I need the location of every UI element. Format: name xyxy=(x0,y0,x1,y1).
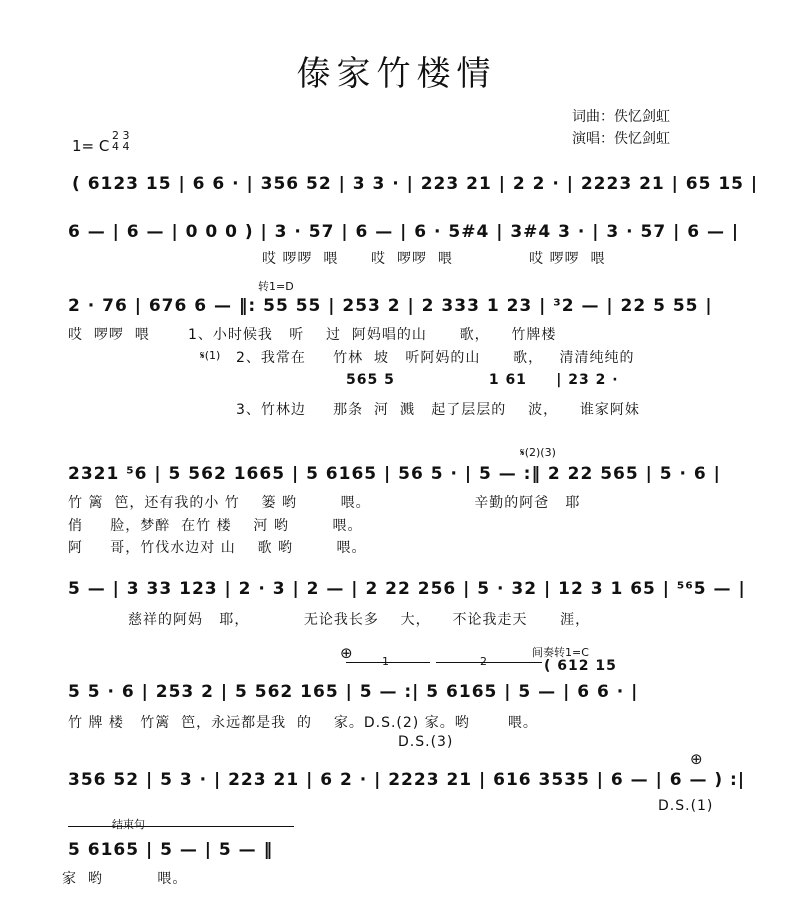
row6-lyric1: 竹 牌 楼 竹篱 笆，永远都是我 的 家。D.S.(2) 家。哟 喂。 xyxy=(68,715,538,731)
row4-lyric3: 阿 哥，竹伐水边对 山 歌 哟 喂。 xyxy=(68,540,367,556)
time-sig-a-num: 2 xyxy=(112,129,119,142)
volta-1-label: 1 xyxy=(382,655,389,668)
composer-credit: 词曲：佚忆剑虹 xyxy=(572,109,670,125)
row6-paren-notes: ( 612 15 xyxy=(544,658,617,674)
coda-sign-row7: ⊕ xyxy=(690,750,703,768)
interlude-label: 间奏转1=C xyxy=(532,646,589,659)
row3-lyric1: 哎 啰啰 喂 1、小时候我 听 过 阿妈唱的山 歌， 竹牌楼 xyxy=(68,327,557,343)
row5-notes: 5 — | 3 33 123 | 2 · 3 | 2 — | 2 22 256 | 5 · 32 | 12 3 1 65 | ⁵⁶5 — | xyxy=(68,579,746,599)
row2-notes: 6 — | 6 — | 0 0 0 ) | 3 · 57 | 6 — | 6 · 5#4 | 3#4 3 · | 3 · 57 | 6 — | xyxy=(68,222,740,242)
song-title: 傣家竹楼情 xyxy=(296,54,497,94)
row3-alt-notes: 565 5 1 61 | 23 2 · xyxy=(346,372,619,388)
coda-sign-row6: ⊕ xyxy=(340,644,353,662)
row7-ds-label: D.S.(1) xyxy=(658,798,714,814)
time-sig-b-den: 4 xyxy=(122,140,130,153)
time-signature xyxy=(112,130,130,152)
volta-2-label: 2 xyxy=(480,655,487,668)
row3-ds-mark: 𝄋(1) xyxy=(200,349,221,362)
row5-lyric: 慈祥的阿妈 耶， 无论我长多 大， 不论我走天 涯， xyxy=(128,612,591,628)
row3-notes: 2 · 76 | 676 6 — ‖: 55 55 | 253 2 | 2 333 1 23 | ³2 — | 22 5 55 | xyxy=(68,296,713,316)
singer-credit: 演唱：佚忆剑虹 xyxy=(572,131,670,147)
row7-notes: 356 52 | 5 3 · | 223 21 | 6 2 · | 2223 21 | 616 3535 | 6 — | 6 — ) :| xyxy=(68,770,746,790)
row8-lyric: 家 哟 喂。 xyxy=(62,871,188,887)
key-signature: 1= C xyxy=(72,137,110,155)
row4-lyric1: 竹 篱 笆，还有我的小 竹 篓 哟 喂。 辛勤的阿爸 耶 xyxy=(68,495,581,511)
row3-key-change: 转1=D xyxy=(258,280,294,293)
row6-lyric2: D.S.(3) xyxy=(398,734,454,750)
row6-notes: 5 5 · 6 | 253 2 | 5 562 165 | 5 — :| 5 6165 | 5 — | 6 6 · | xyxy=(68,682,639,702)
row8-notes: 5 6165 | 5 — | 5 — ‖ xyxy=(68,840,274,860)
row4-notes: 2321 ⁵6 | 5 562 1665 | 5 6165 | 56 5 · | 5 — :‖ 2 22 565 | 5 · 6 | xyxy=(68,464,721,484)
row4-ds-mark: 𝄋(2)(3) xyxy=(520,446,556,459)
row4-lyric2: 俏 脸，梦醉 在竹 楼 河 哟 喂。 xyxy=(68,518,363,534)
volta-2-line xyxy=(436,662,542,663)
row2-lyric: 哎 啰啰 喂 哎 啰啰 喂 哎 啰啰 喂 xyxy=(262,251,606,267)
ending-label: 结束句 xyxy=(112,818,145,831)
time-sig-b-num: 3 xyxy=(122,129,130,142)
row1-notes: ( 6123 15 | 6 6 · | 356 52 | 3 3 · | 223 21 | 2 2 · | 2223 21 | 65 15 | xyxy=(72,174,759,194)
time-sig-a-den: 4 xyxy=(112,140,119,153)
ending-bracket-line xyxy=(68,826,294,827)
row3-lyric2: 2、我常在 竹林 坡 听阿妈的山 歌， 清清纯纯的 xyxy=(236,350,635,366)
row3-lyric3: 3、竹林边 那条 河 溅 起了层层的 波， 谁家阿妹 xyxy=(236,402,640,418)
